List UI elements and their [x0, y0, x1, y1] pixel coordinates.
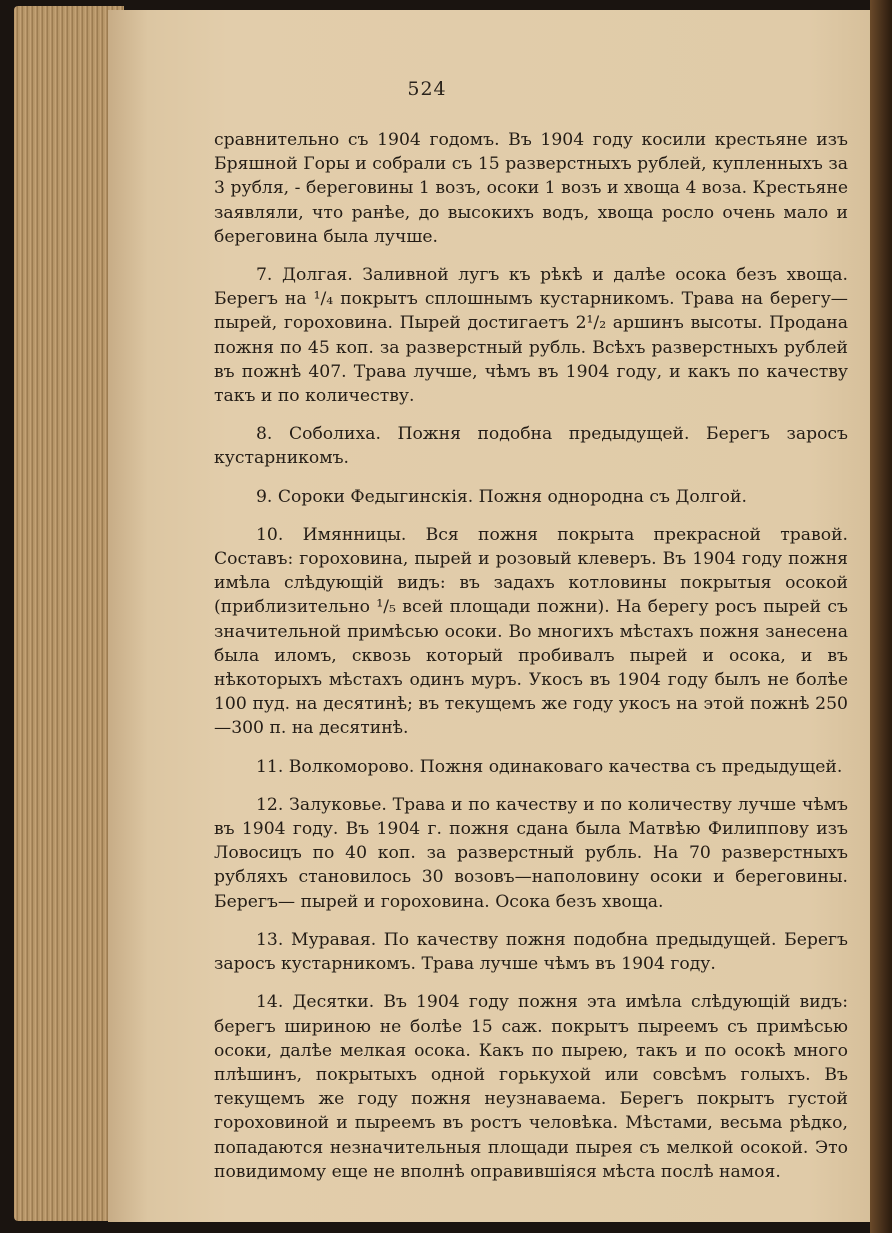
paragraph: 13. Муравая. По качеству пожня подобна предыдущей. Берегъ заросъ кустарникомъ. Трава лучше чѣмъ въ 1904 году.	[214, 929, 848, 975]
paragraph: сравнительно съ 1904 годомъ. Въ 1904 году косили крестьяне изъ Бряшной Горы и собрали съ 15 разверстныхъ рублей, купленныхъ за 3 рубля, - береговины 1 возъ, осоки 1 возъ и хвоща 4 воза. Крестьяне заявляли, что ранѣе, до высокихъ водъ, хвоща росло очень мало и береговина была лучше.	[214, 130, 848, 247]
page-number: 524	[407, 78, 447, 100]
paragraph: 9. Сороки Федыгинскія. Пожня однородна съ Долгой.	[256, 486, 747, 507]
page-body	[214, 128, 848, 1184]
book-spine	[870, 0, 892, 1233]
paragraph: 10. Имянницы. Вся пожня покрыта прекрасной травой. Составъ: гороховина, пырей и розовый клеверъ. Въ 1904 году пожня имѣла слѣдующій видъ: въ задахъ котловины покрытыя осокой (приблизительно ¹/₅ всей площади пожни). На берегу росъ пырей съ значительной примѣсью осоки. Во многихъ мѣстахъ пожня занесена была иломъ, сквозь который пробивалъ пырей и осока, и въ нѣкоторыхъ мѣстахъ одинъ муръ. Укосъ въ 1904 году былъ не болѣе 100 пуд. на десятинѣ; въ текущемъ же году укосъ на этой пожнѣ 250—300 п. на десятинѣ.	[214, 524, 848, 739]
paragraph: 8. Соболиха. Пожня подобна предыдущей. Берегъ заросъ кустарникомъ.	[214, 424, 848, 469]
paragraph: 12. Залуковье. Трава и по качеству и по количеству лучше чѣмъ въ 1904 году. Въ 1904 г. пожня сдана была Матвѣю Филиппову изъ Ловосицъ по 40 коп. за разверстный рубль. На 70 разверстныхъ рубляхъ становилось 30 возовъ—наполовину осоки и береговины. Берегъ— пырей и гороховина. Осока безъ хвоща.	[214, 794, 848, 912]
paragraph: 14. Десятки. Въ 1904 году пожня эта имѣла слѣдующій видъ: берегъ шириною не болѣе 15 саж. покрытъ пыреемъ съ примѣсью осоки, далѣе мелкая осока. Какъ по пырею, такъ и по осокѣ много плѣшинъ, покрытыхъ одной горькухой или совсѣмъ голыхъ. Въ текущемъ же году пожня неузнаваема. Берегъ покрытъ густой гороховиной и пыреемъ въ ростъ человѣка. Мѣстами, весьма рѣдко, попадаются незначительныя площади пырея съ мелкой осокой. Это повидимому еще не вполнѣ оправившіяся мѣста послѣ намоя.	[214, 992, 848, 1182]
paragraph: 11. Волкоморово. Пожня одинаковаго качества съ предыдущей.	[256, 756, 843, 777]
paragraph: 7. Долгая. Заливной лугъ къ рѣкѣ и далѣе осока безъ хвоща. Берегъ на ¹/₄ покрытъ сплошнымъ кустарникомъ. Трава на берегу— пырей, гороховина. Пырей достигаетъ 2¹/₂ аршинъ высоты. Продана пожня по 45 коп. за разверстный рубль. Всѣхъ разверстныхъ рублей въ пожнѣ 407. Трава лучше, чѣмъ въ 1904 году, и какъ по качеству такъ и по количеству.	[214, 265, 848, 407]
